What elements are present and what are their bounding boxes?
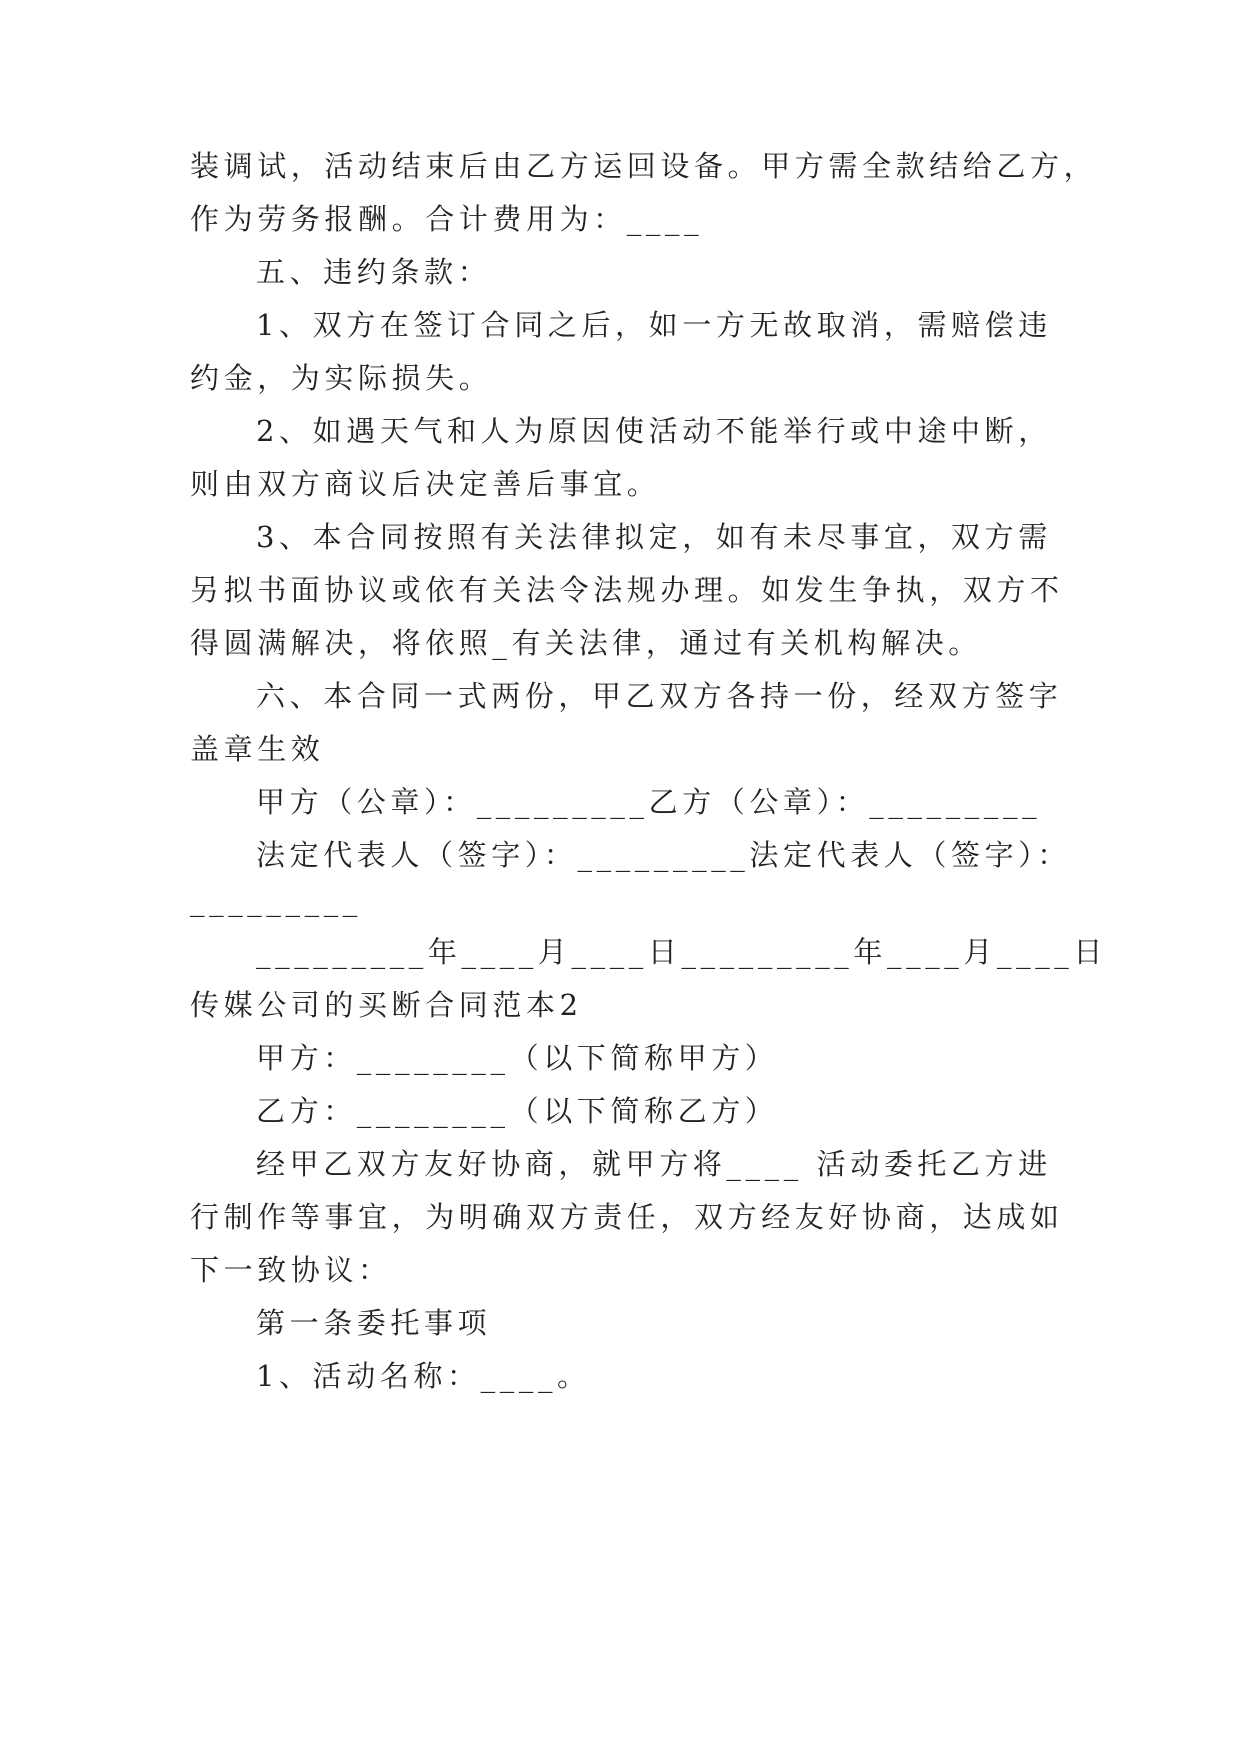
text-line: 1、活动名称：____。 bbox=[256, 1359, 591, 1393]
text-line: 另拟书面协议或依有关法令法规办理。如发生争执，双方不 bbox=[190, 573, 1064, 607]
document-title: 传媒公司的买断合同范本2 bbox=[190, 988, 583, 1022]
signature-blank: _________ bbox=[190, 883, 362, 917]
text-line: 盖章生效 bbox=[190, 732, 325, 766]
text-line: 约金，为实际损失。 bbox=[190, 361, 493, 395]
signature-line: 法定代表人（签字）：_________法定代表人（签字）： bbox=[256, 838, 1071, 872]
section-heading: 五、违约条款： bbox=[256, 255, 492, 289]
text-line: 2、如遇天气和人为原因使活动不能举行或中途中断， bbox=[256, 414, 1052, 448]
text-line: 3、本合同按照有关法律拟定，如有未尽事宜，双方需 bbox=[256, 520, 1052, 554]
text-line: 下一致协议： bbox=[190, 1253, 392, 1287]
party-a-line: 甲方：________（以下简称甲方） bbox=[256, 1041, 779, 1075]
text-line: 1、双方在签订合同之后，如一方无故取消，需赔偿违 bbox=[256, 308, 1052, 342]
article-heading: 第一条委托事项 bbox=[256, 1306, 492, 1340]
date-line: _________年____月____日_________年____月____日 bbox=[256, 935, 1107, 969]
text-line: 装调试，活动结束后由乙方运回设备。甲方需全款结给乙方， bbox=[190, 149, 1098, 183]
text-line: 六、本合同一式两份，甲乙双方各持一份，经双方签字 bbox=[256, 679, 1063, 713]
party-b-line: 乙方：________（以下简称乙方） bbox=[256, 1094, 779, 1128]
signature-line: 甲方（公章）：_________乙方（公章）：_________ bbox=[256, 785, 1042, 819]
text-line: 则由双方商议后决定善后事宜。 bbox=[190, 467, 661, 501]
text-line: 作为劳务报酬。合计费用为：____ bbox=[190, 202, 704, 236]
text-line: 行制作等事宜，为明确双方责任，双方经友好协商，达成如 bbox=[190, 1200, 1064, 1234]
text-line: 得圆满解决，将依照_有关法律，通过有关机构解决。 bbox=[190, 626, 982, 660]
text-line: 经甲乙双方友好协商，就甲方将____ 活动委托乙方进 bbox=[256, 1147, 1052, 1181]
